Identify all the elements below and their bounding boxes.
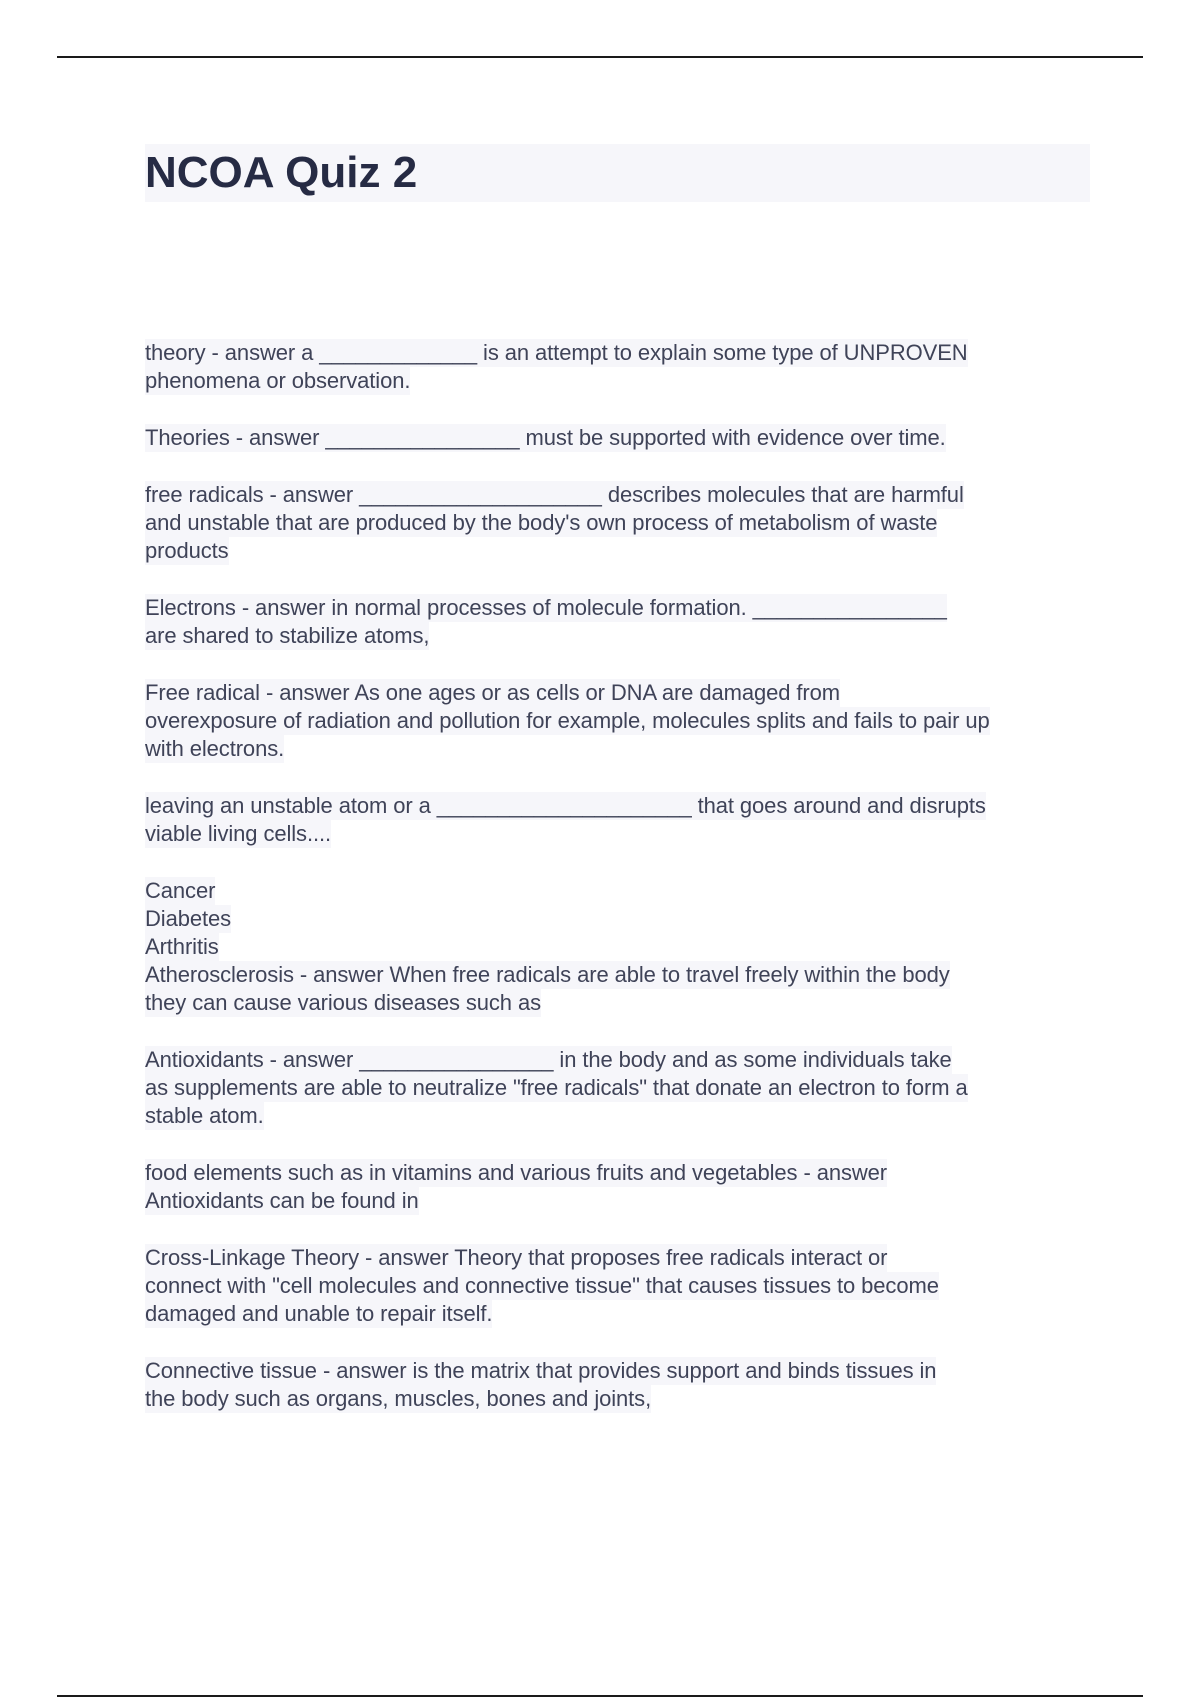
entry-line: food elements such as in vitamins and various fruits and vegetables - answer xyxy=(145,1160,888,1185)
entry-line: Arthritis xyxy=(145,934,219,959)
entry-line: with electrons. xyxy=(145,736,285,761)
entry-line: Electrons - answer in normal processes of molecule formation. ________________ xyxy=(145,595,947,620)
qa-entry xyxy=(145,424,1090,452)
entry-line: Free radical - answer As one ages or as cells or DNA are damaged from xyxy=(145,680,840,705)
entry-line: they can cause various diseases such as xyxy=(145,990,541,1015)
document-title: NCOA Quiz 2 xyxy=(145,148,418,197)
entry-line: products xyxy=(145,538,229,563)
entry-line: viable living cells.... xyxy=(145,821,332,846)
bottom-divider xyxy=(57,1695,1143,1697)
entry-line: Connective tissue - answer is the matrix that provides support and binds tissues in xyxy=(145,1358,937,1383)
entry-line: stable atom. xyxy=(145,1103,264,1128)
entry-line: overexposure of radiation and pollution for example, molecules splits and fails to pair up xyxy=(145,708,990,733)
entry-line: phenomena or observation. xyxy=(145,368,411,393)
qa-entry xyxy=(145,594,1090,650)
qa-entry xyxy=(145,877,1090,1017)
entry-line: and unstable that are produced by the body's own process of metabolism of waste xyxy=(145,510,938,535)
entry-line: Theories - answer ________________ must be supported with evidence over time. xyxy=(145,425,946,450)
qa-entry xyxy=(145,1357,1090,1413)
entry-line: leaving an unstable atom or a _____________________ that goes around and disrupts xyxy=(145,793,986,818)
top-divider xyxy=(57,56,1143,58)
entry-line: Diabetes xyxy=(145,906,232,931)
qa-entry xyxy=(145,679,1090,763)
qa-list xyxy=(145,339,1090,1442)
entry-line: Antioxidants - answer ________________ in the body and as some individuals take xyxy=(145,1047,952,1072)
entry-line: are shared to stabilize atoms, xyxy=(145,623,430,648)
entry-line: Antioxidants can be found in xyxy=(145,1188,419,1213)
qa-entry xyxy=(145,339,1090,395)
qa-entry xyxy=(145,1244,1090,1328)
qa-entry xyxy=(145,481,1090,565)
entry-line: Cross-Linkage Theory - answer Theory that proposes free radicals interact or xyxy=(145,1245,888,1270)
qa-entry xyxy=(145,1159,1090,1215)
entry-line: damaged and unable to repair itself. xyxy=(145,1301,493,1326)
entry-line: Atherosclerosis - answer When free radicals are able to travel freely within the body xyxy=(145,962,950,987)
entry-line: Cancer xyxy=(145,878,216,903)
qa-entry xyxy=(145,792,1090,848)
qa-entry xyxy=(145,1046,1090,1130)
entry-line: theory - answer a _____________ is an attempt to explain some type of UNPROVEN xyxy=(145,340,968,365)
entry-line: as supplements are able to neutralize "free radicals" that donate an electron to form a xyxy=(145,1075,968,1100)
entry-line: the body such as organs, muscles, bones and joints, xyxy=(145,1386,652,1411)
entry-line: connect with "cell molecules and connective tissue" that causes tissues to become xyxy=(145,1273,939,1298)
entry-line: free radicals - answer ____________________ describes molecules that are harmful xyxy=(145,482,964,507)
